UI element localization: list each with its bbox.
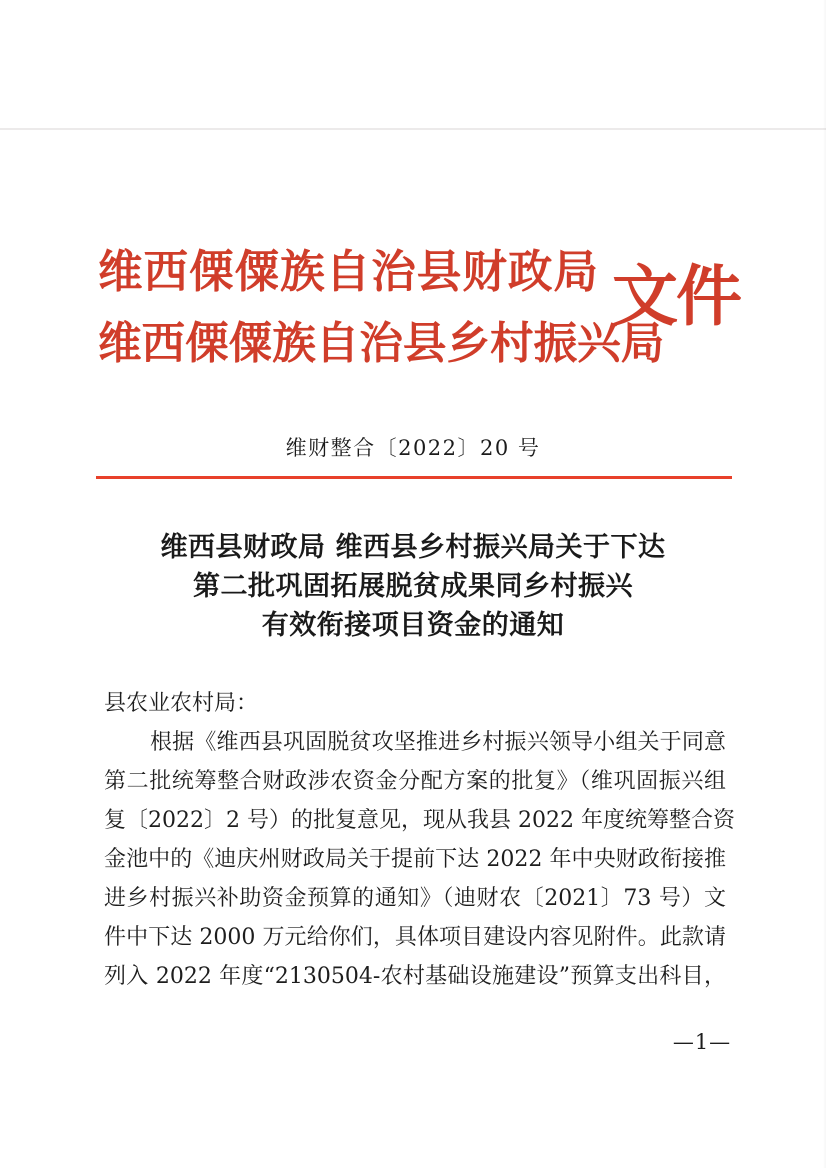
letterhead-line-finance-bureau: 维西傈僳族自治县财政局	[98, 245, 599, 298]
body-line-4: 金池中的《迪庆州财政局关于提前下达 2022 年中央财政衔接推	[104, 847, 726, 872]
scan-artifact-line	[0, 128, 826, 130]
page-number-value: —1—	[672, 1030, 732, 1054]
document-body	[104, 684, 735, 996]
body-line-5: 进乡村振兴补助资金预算的通知》（迪财农〔2021〕73 号）文	[104, 886, 726, 911]
page-number-footer	[0, 1030, 826, 1054]
title-line-3: 有效衔接项目资金的通知	[261, 610, 565, 641]
letterhead-document-word: 文件	[612, 257, 740, 335]
letterhead	[0, 236, 826, 396]
document-number: 维财整合〔2022〕20 号	[285, 436, 541, 460]
title-line-1: 维西县财政局 维西县乡村振兴局关于下达	[160, 532, 666, 563]
letterhead-agency-lines	[98, 236, 665, 380]
page-title	[0, 528, 826, 645]
body-line-3: 复〔2022〕2 号）的批复意见，现从我县 2022 年度统筹整合资	[104, 808, 735, 833]
title-line-2: 第二批巩固拓展脱贫成果同乡村振兴	[193, 571, 633, 602]
body-line-1: 根据《维西县巩固脱贫攻坚推进乡村振兴领导小组关于同意	[150, 730, 726, 755]
letterhead-line-rural-revitalization-bureau: 维西傈僳族自治县乡村振兴局	[98, 318, 665, 369]
body-line-2: 第二批统筹整合财政涉农资金分配方案的批复》（维巩固振兴组	[104, 769, 726, 794]
red-separator-rule	[96, 476, 732, 479]
body-salutation: 县农业农村局：	[104, 691, 259, 716]
body-line-7: 列入 2022 年度“2130504-农村基础设施建设”预算支出科目，	[104, 964, 726, 989]
body-line-6: 件中下达 2000 万元给你们，具体项目建设内容见附件。此款请	[104, 925, 726, 950]
